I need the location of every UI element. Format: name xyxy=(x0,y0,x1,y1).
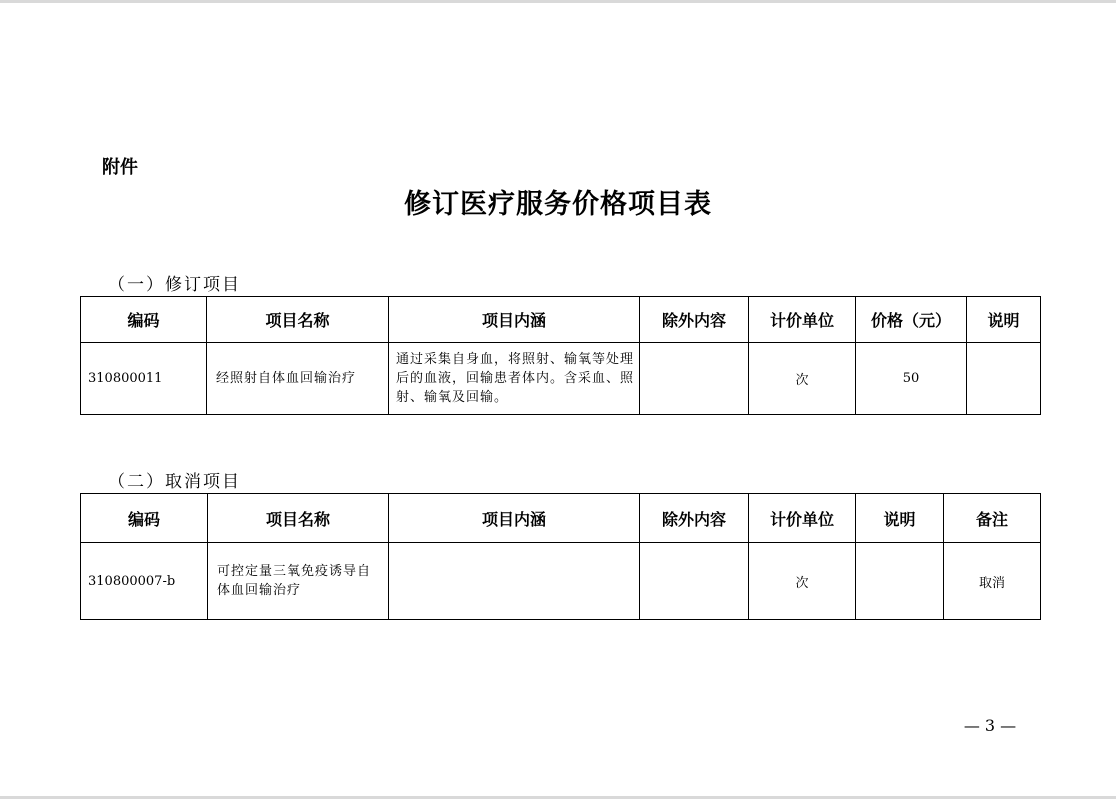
cell-connotation xyxy=(389,543,640,620)
cell-code: 310800011 xyxy=(81,343,207,415)
cell-exclusions xyxy=(640,543,749,620)
header-note: 说明 xyxy=(967,297,1041,343)
header-exclusions: 除外内容 xyxy=(640,297,749,343)
cell-connotation: 通过采集自身血，将照射、输氧等处理后的血液，回输患者体内。含采血、照射、输氧及回输。 xyxy=(389,343,640,415)
table-header-row xyxy=(81,494,1041,543)
header-connotation: 项目内涵 xyxy=(389,297,640,343)
cell-exclusions xyxy=(640,343,749,415)
cancelled-items-table xyxy=(80,493,1041,620)
header-price: 价格（元） xyxy=(856,297,967,343)
document-title: 修订医疗服务价格项目表 xyxy=(404,189,712,220)
header-unit: 计价单位 xyxy=(749,494,856,543)
header-exclusions: 除外内容 xyxy=(640,494,749,543)
revised-items-table xyxy=(80,296,1041,415)
table-row xyxy=(81,543,1041,620)
header-unit: 计价单位 xyxy=(749,297,856,343)
attachment-label: 附件 xyxy=(102,157,138,178)
header-item-name: 项目名称 xyxy=(208,494,389,543)
header-note: 说明 xyxy=(856,494,944,543)
cell-unit: 次 xyxy=(749,343,856,415)
header-code: 编码 xyxy=(81,297,207,343)
cell-price: 50 xyxy=(856,343,967,415)
table-header-row xyxy=(81,297,1041,343)
table-row xyxy=(81,343,1041,415)
cell-item-name: 经照射自体血回输治疗 xyxy=(207,343,389,415)
cell-note xyxy=(967,343,1041,415)
section-revised-label: （一）修订项目 xyxy=(108,275,241,295)
header-item-name: 项目名称 xyxy=(207,297,389,343)
header-connotation: 项目内涵 xyxy=(389,494,640,543)
header-remark: 备注 xyxy=(944,494,1041,543)
cell-code: 310800007-b xyxy=(81,543,208,620)
page-number: — 3 — xyxy=(963,716,1017,735)
cell-item-name: 可控定量三氧免疫诱导自体血回输治疗 xyxy=(208,543,389,620)
top-border xyxy=(0,0,1116,3)
section-cancelled-label: （二）取消项目 xyxy=(108,472,241,492)
header-code: 编码 xyxy=(81,494,208,543)
cell-remark: 取消 xyxy=(944,543,1041,620)
cell-unit: 次 xyxy=(749,543,856,620)
cell-note xyxy=(856,543,944,620)
